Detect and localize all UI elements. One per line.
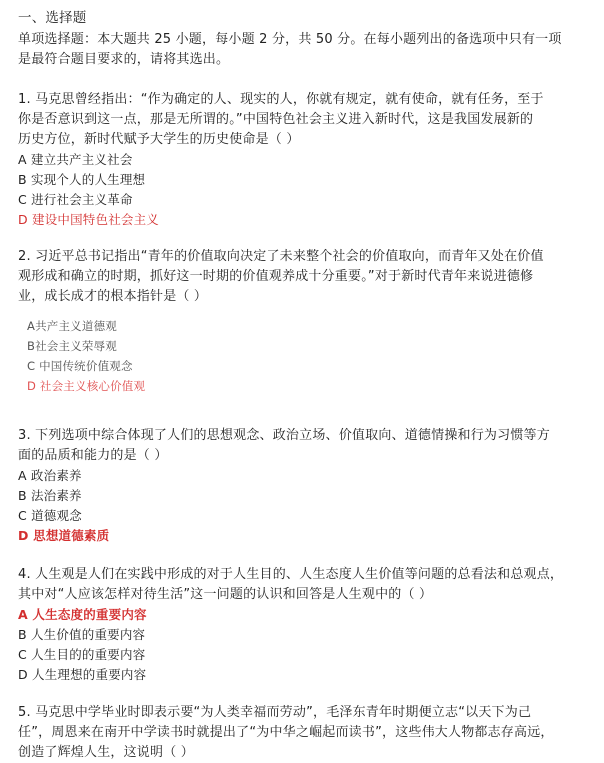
- section-heading: 一、选择题: [18, 10, 87, 26]
- q4-option-b: B 人生价值的重要内容: [18, 627, 146, 642]
- q2-stem-line-3: 业，成长成才的根本指针是（ ）: [18, 289, 208, 304]
- section-intro-line-1: 单项选择题：本大题共 25 小题，每小题 2 分，共 50 分。在每小题列出的备选项中只有一项: [18, 32, 562, 47]
- q1-option-d-answer: D 建设中国特色社会主义: [18, 212, 159, 227]
- q2-option-b: B社会主义荣辱观: [27, 339, 117, 353]
- q5-stem-line-1: 5. 马克思中学毕业时即表示要“为人类幸福而劳动”，毛泽东青年时期便立志“以天下为己: [18, 705, 532, 720]
- section-intro-line-2: 是最符合题目要求的，请将其选出。: [18, 52, 230, 67]
- q1-option-b: B 实现个人的人生理想: [18, 172, 146, 187]
- q4-stem-line-2: 其中对“人应该怎样对待生活”这一问题的认识和回答是人生观中的（ ）: [18, 587, 433, 602]
- q2-option-a: A共产主义道德观: [27, 319, 117, 333]
- q1-stem-line-2: 你是否意识到这一点，那是无所谓的。”中国特色社会主义进入新时代，这是我国发展新的: [18, 112, 534, 127]
- q3-stem-line-2: 面的品质和能力的是（ ）: [18, 448, 168, 463]
- q3-option-d-answer: D 思想道德素质: [18, 528, 110, 543]
- q4-option-d: D 人生理想的重要内容: [18, 667, 147, 682]
- q3-option-a: A 政治素养: [18, 468, 82, 483]
- q5-stem-line-3: 创造了辉煌人生，这说明（ ）: [18, 745, 194, 760]
- q1-option-c: C 进行社会主义革命: [18, 192, 133, 207]
- q5-stem-line-2: 任”，周恩来在南开中学读书时就提出了“为中华之崛起而读书”，这些伟大人物都志存高远，: [18, 725, 554, 740]
- q2-option-d-answer: D 社会主义核心价值观: [27, 379, 146, 393]
- q4-option-c: C 人生目的的重要内容: [18, 647, 146, 662]
- q3-stem-line-1: 3. 下列选项中综合体现了人们的思想观念、政治立场、价值取向、道德情操和行为习惯等方: [18, 428, 550, 443]
- q4-option-a-answer: A 人生态度的重要内容: [18, 607, 147, 622]
- q3-option-b: B 法治素养: [18, 488, 82, 503]
- q2-stem-line-2: 观形成和确立的时期，抓好这一时期的价值观养成十分重要。”对于新时代青年来说进德修: [18, 269, 534, 284]
- q3-option-c: C 道德观念: [18, 508, 82, 523]
- q1-stem-line-1: 1. 马克思曾经指出：“作为确定的人、现实的人，你就有规定，就有使命，就有任务，至于: [18, 92, 544, 107]
- q1-option-a: A 建立共产主义社会: [18, 152, 133, 167]
- q4-stem-line-1: 4. 人生观是人们在实践中形成的对于人生目的、人生态度人生价值等问题的总看法和总观点，: [18, 567, 564, 582]
- q1-stem-line-3: 历史方位，新时代赋予大学生的历史使命是（ ）: [18, 132, 300, 147]
- q2-stem-line-1: 2. 习近平总书记指出“青年的价值取向决定了未来整个社会的价值取向，而青年又处在价值: [18, 249, 544, 264]
- q2-option-c: C 中国传统价值观念: [27, 359, 133, 373]
